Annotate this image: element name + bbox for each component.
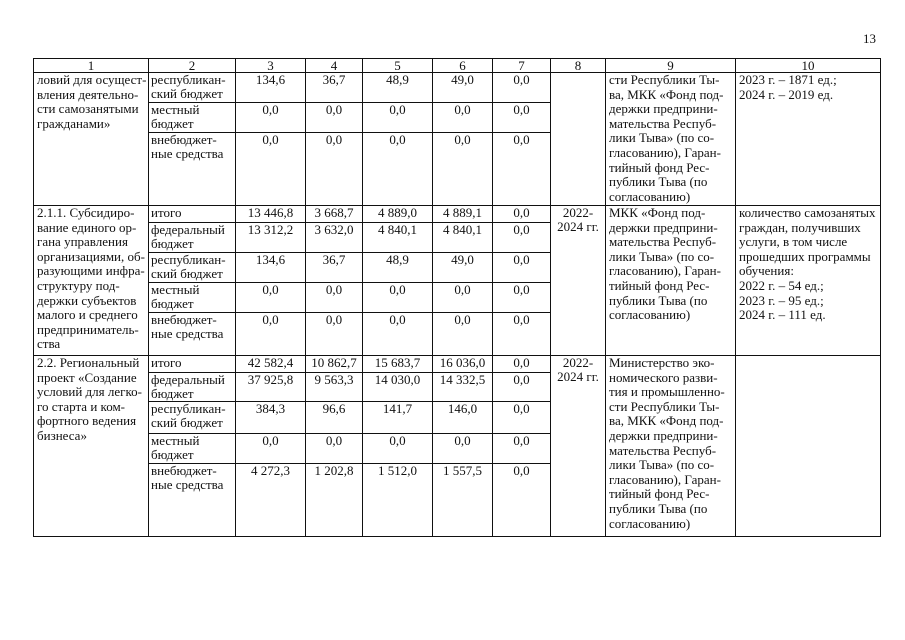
amount-cell: 0,0 — [433, 283, 493, 313]
table-row — [34, 73, 881, 103]
indicator-cell: 2023 г. – 1871 ед.; 2024 г. – 2019 ед. — [736, 73, 881, 206]
amount-cell: 0,0 — [363, 103, 433, 133]
header-cell-9: 9 — [606, 59, 736, 73]
table-body — [34, 59, 881, 537]
amount-cell: 4 889,0 — [363, 206, 433, 223]
amount-cell: 0,0 — [306, 434, 363, 464]
amount-cell: 384,3 — [236, 402, 306, 434]
amount-cell: 3 668,7 — [306, 206, 363, 223]
amount-cell: 0,0 — [236, 283, 306, 313]
amount-cell: 4 840,1 — [433, 223, 493, 253]
amount-cell: 4 889,1 — [433, 206, 493, 223]
funding-source-cell: республикан- ский бюджет — [149, 402, 236, 434]
amount-cell: 0,0 — [493, 103, 551, 133]
amount-cell: 146,0 — [433, 402, 493, 434]
amount-cell: 0,0 — [306, 283, 363, 313]
amount-cell: 0,0 — [493, 223, 551, 253]
amount-cell: 134,6 — [236, 73, 306, 103]
amount-cell: 0,0 — [236, 313, 306, 356]
funding-source-cell: внебюджет- ные средства — [149, 464, 236, 537]
amount-cell: 0,0 — [363, 434, 433, 464]
amount-cell: 48,9 — [363, 253, 433, 283]
amount-cell: 0,0 — [363, 133, 433, 206]
funding-source-cell: внебюджет- ные средства — [149, 133, 236, 206]
amount-cell: 37 925,8 — [236, 373, 306, 402]
funding-source-cell: местный бюджет — [149, 103, 236, 133]
amount-cell: 9 563,3 — [306, 373, 363, 402]
amount-cell: 4 272,3 — [236, 464, 306, 537]
amount-cell: 16 036,0 — [433, 356, 493, 373]
amount-cell: 14 332,5 — [433, 373, 493, 402]
amount-cell: 14 030,0 — [363, 373, 433, 402]
amount-cell: 0,0 — [306, 313, 363, 356]
funding-source-cell: федеральный бюджет — [149, 373, 236, 402]
executors-cell: МКК «Фонд под- держки предприни- мательства Респуб- лики Тыва» (по со- гласованию), Гаран- тийный фонд Рес- публики Тыва (по согласованию) — [606, 206, 736, 356]
amount-cell: 0,0 — [493, 434, 551, 464]
funding-source-cell: республикан- ский бюджет — [149, 253, 236, 283]
amount-cell: 36,7 — [306, 73, 363, 103]
amount-cell: 4 840,1 — [363, 223, 433, 253]
measure-name-cell: 2.1.1. Субсидиро- вание единого ор- гана управления организациями, об- разующими инфра- структуру под- держки субъектов малого и среднего предприниматель- ства — [34, 206, 149, 356]
amount-cell: 0,0 — [363, 313, 433, 356]
amount-cell: 0,0 — [493, 283, 551, 313]
amount-cell: 49,0 — [433, 253, 493, 283]
funding-source-cell: местный бюджет — [149, 283, 236, 313]
amount-cell: 0,0 — [493, 73, 551, 103]
funding-source-cell: итого — [149, 356, 236, 373]
amount-cell: 96,6 — [306, 402, 363, 434]
amount-cell: 36,7 — [306, 253, 363, 283]
amount-cell: 0,0 — [306, 103, 363, 133]
page-number: 13 — [863, 31, 876, 46]
header-cell-3: 3 — [236, 59, 306, 73]
amount-cell: 10 862,7 — [306, 356, 363, 373]
funding-source-cell: внебюджет- ные средства — [149, 313, 236, 356]
amount-cell: 1 557,5 — [433, 464, 493, 537]
header-cell-8: 8 — [551, 59, 606, 73]
amount-cell: 0,0 — [493, 402, 551, 434]
table-row — [34, 206, 881, 223]
amount-cell: 13 312,2 — [236, 223, 306, 253]
amount-cell: 49,0 — [433, 73, 493, 103]
measure-name-cell: 2.2. Региональный проект «Создание условий для легко- го старта и ком- фортного ведения бизнеса» — [34, 356, 149, 537]
period-cell — [551, 73, 606, 206]
amount-cell: 0,0 — [236, 133, 306, 206]
amount-cell: 13 446,8 — [236, 206, 306, 223]
amount-cell: 0,0 — [493, 253, 551, 283]
header-cell-7: 7 — [493, 59, 551, 73]
amount-cell: 0,0 — [493, 313, 551, 356]
header-cell-4: 4 — [306, 59, 363, 73]
amount-cell: 15 683,7 — [363, 356, 433, 373]
amount-cell: 0,0 — [236, 434, 306, 464]
header-cell-5: 5 — [363, 59, 433, 73]
amount-cell: 0,0 — [433, 434, 493, 464]
amount-cell: 0,0 — [493, 464, 551, 537]
measure-name-cell: ловий для осущест- вления деятельно- сти самозанятыми гражданами» — [34, 73, 149, 206]
amount-cell: 134,6 — [236, 253, 306, 283]
amount-cell: 1 202,8 — [306, 464, 363, 537]
header-row — [34, 59, 881, 73]
header-cell-10: 10 — [736, 59, 881, 73]
indicator-cell: количество самозанятых граждан, получивших услуги, в том числе прошедших программы обучения: 2022 г. – 54 ед.; 2023 г. – 95 ед.; 2024 г. – 111 ед. — [736, 206, 881, 356]
funding-source-cell: федеральный бюджет — [149, 223, 236, 253]
amount-cell: 42 582,4 — [236, 356, 306, 373]
period-cell: 2022- 2024 гг. — [551, 206, 606, 356]
amount-cell: 1 512,0 — [363, 464, 433, 537]
amount-cell: 0,0 — [433, 313, 493, 356]
table-row — [34, 356, 881, 373]
amount-cell: 0,0 — [433, 133, 493, 206]
funding-source-cell: республикан- ский бюджет — [149, 73, 236, 103]
period-cell: 2022- 2024 гг. — [551, 356, 606, 537]
funding-source-cell: местный бюджет — [149, 434, 236, 464]
header-cell-6: 6 — [433, 59, 493, 73]
amount-cell: 0,0 — [433, 103, 493, 133]
executors-cell: Министерство эко- номического разви- тия и промышленно- сти Республики Ты- ва, МКК «Фонд под- держки предприни- мательства Респуб- лики Тыва» (по со- гласованию), Гаран- тийный фонд Рес- публики Тыва (по согласованию) — [606, 356, 736, 537]
indicator-cell — [736, 356, 881, 537]
amount-cell: 141,7 — [363, 402, 433, 434]
amount-cell: 48,9 — [363, 73, 433, 103]
amount-cell: 0,0 — [363, 283, 433, 313]
amount-cell: 3 632,0 — [306, 223, 363, 253]
amount-cell: 0,0 — [493, 373, 551, 402]
funding-source-cell: итого — [149, 206, 236, 223]
amount-cell: 0,0 — [306, 133, 363, 206]
program-table — [33, 58, 881, 537]
header-cell-1: 1 — [34, 59, 149, 73]
executors-cell: сти Республики Ты- ва, МКК «Фонд под- держки предприни- мательства Респуб- лики Тыва» (по со- гласованию), Гаран- тийный фонд Рес- публики Тыва (по согласованию) — [606, 73, 736, 206]
amount-cell: 0,0 — [236, 103, 306, 133]
amount-cell: 0,0 — [493, 206, 551, 223]
amount-cell: 0,0 — [493, 356, 551, 373]
header-cell-2: 2 — [149, 59, 236, 73]
amount-cell: 0,0 — [493, 133, 551, 206]
